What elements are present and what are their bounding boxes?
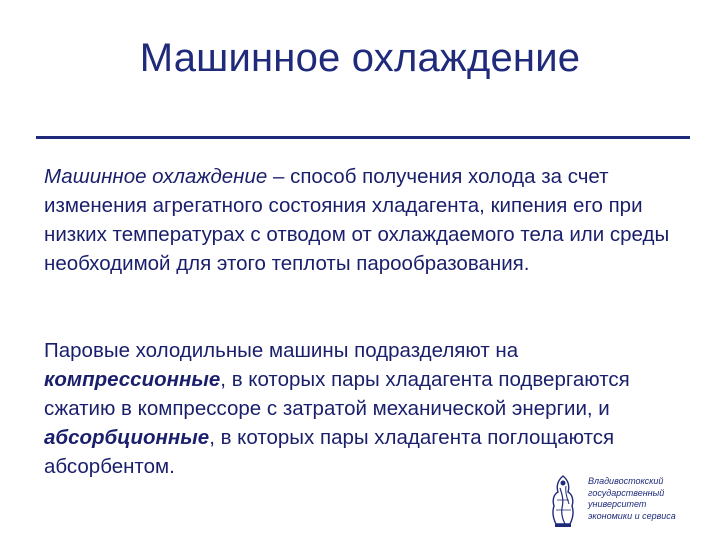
university-emblem-icon — [546, 474, 580, 528]
slide-title: Машинное охлаждение — [139, 36, 581, 80]
definition-text: – способ получения холода за счет изменения агрегатного состояния хладагента, кипения его при низких температурах с отводом от охлаждаемого тела или среды необходимой для этого теплоты парообразования. — [44, 165, 670, 275]
compression-term: компрессионные — [44, 368, 221, 391]
logo-line: Владивостокский — [588, 476, 664, 486]
title-divider — [36, 136, 690, 139]
machines-text-part1: Паровые холодильные машины подразделяют на — [44, 339, 519, 362]
university-logo — [546, 470, 706, 530]
logo-line: университет — [588, 499, 647, 509]
definition-term: Машинное охлаждение — [44, 165, 268, 188]
machines-paragraph — [44, 336, 684, 481]
logo-line: государственный — [588, 487, 665, 498]
machines-text-part2: , в которых пары хладагента подвергаются сжатию в компрессоре с затратой механической энергии, и — [44, 368, 630, 420]
logo-caption — [588, 476, 676, 522]
logo-line: экономики и сервиса — [588, 510, 676, 521]
machines-text-part3: , в которых пары хладагента поглощаются абсорбентом. — [44, 426, 615, 478]
absorption-term: абсорбционные — [44, 426, 210, 449]
definition-paragraph — [44, 162, 684, 278]
